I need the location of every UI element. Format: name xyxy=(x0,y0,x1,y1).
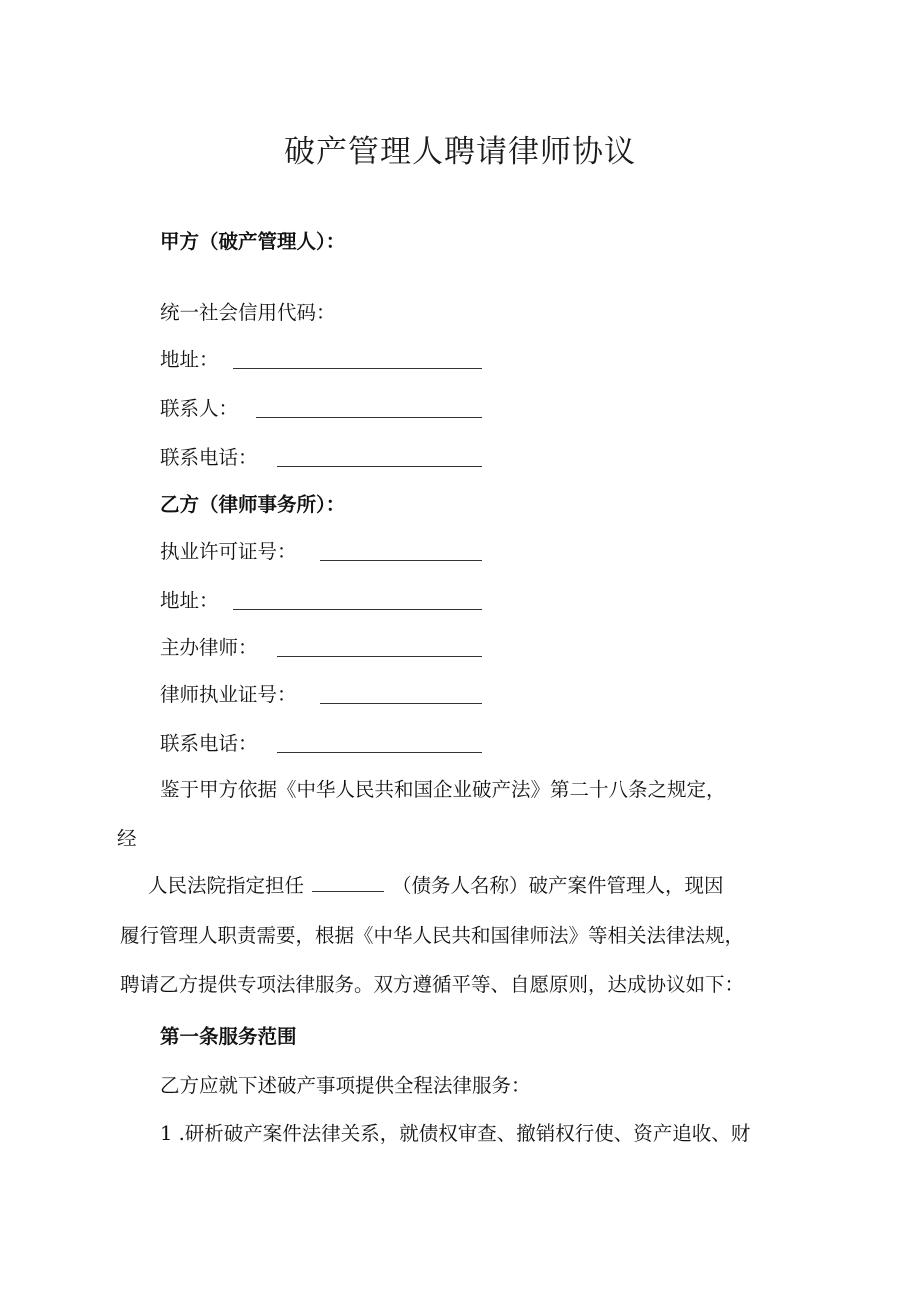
party-b-address-label: 地址： xyxy=(160,589,219,612)
party-a-phone-field xyxy=(160,444,490,472)
preamble-line-3-start: 人民法院指定担任 xyxy=(148,874,305,897)
party-a-contact-label: 联系人： xyxy=(160,397,239,420)
article-1-heading: 第一条服务范围 xyxy=(160,1025,297,1048)
party-a-credit-code-label: 统一社会信用代码： xyxy=(160,301,336,324)
party-b-lead-lawyer-field xyxy=(160,634,490,662)
article-1-intro: 乙方应就下述破产事项提供全程法律服务： xyxy=(160,1074,531,1097)
party-b-heading: 乙方（律师事务所）： xyxy=(160,493,346,516)
party-b-address-blank[interactable] xyxy=(233,609,482,610)
party-b-lawyer-cert-label: 律师执业证号： xyxy=(160,683,297,706)
party-b-address-field xyxy=(160,587,490,615)
party-b-phone-blank[interactable] xyxy=(277,752,482,753)
party-b-phone-label: 联系电话： xyxy=(160,732,258,755)
party-a-address-field xyxy=(160,346,490,374)
party-b-license-label: 执业许可证号： xyxy=(160,540,297,563)
party-a-phone-blank[interactable] xyxy=(277,466,482,467)
party-b-lawyer-cert-field xyxy=(160,681,490,709)
party-a-address-label: 地址： xyxy=(160,348,219,371)
party-b-lead-lawyer-label: 主办律师： xyxy=(160,636,258,659)
party-b-lead-lawyer-blank[interactable] xyxy=(277,656,482,657)
article-1-item-1: 1 .研析破产案件法律关系，就债权审查、撤销权行使、资产追收、财 xyxy=(160,1122,751,1145)
preamble-line-3 xyxy=(148,872,724,900)
party-b-phone-field xyxy=(160,730,490,758)
party-b-license-blank[interactable] xyxy=(320,560,482,561)
party-a-phone-label: 联系电话： xyxy=(160,446,258,469)
preamble-line-2: 经 xyxy=(117,827,137,850)
party-b-license-field xyxy=(160,538,490,566)
party-a-address-blank[interactable] xyxy=(233,368,482,369)
document-title: 破产管理人聘请律师协议 xyxy=(284,134,636,170)
party-a-contact-blank[interactable] xyxy=(256,417,482,418)
preamble-line-1: 鉴于甲方依据《中华人民共和国企业破产法》第二十八条之规定， xyxy=(160,778,726,801)
preamble-line-5: 聘请乙方提供专项法律服务。双方遵循平等、自愿原则，达成协议如下： xyxy=(120,973,745,996)
party-b-lawyer-cert-blank[interactable] xyxy=(320,703,482,704)
party-a-contact-field xyxy=(160,395,490,423)
party-a-heading: 甲方（破产管理人）： xyxy=(160,230,346,253)
debtor-name-blank[interactable] xyxy=(312,875,384,892)
preamble-line-3-end: （债务人名称）破产案件管理人，现因 xyxy=(392,874,724,897)
preamble-line-4: 履行管理人职责需要，根据《中华人民共和国律师法》等相关法律法规， xyxy=(120,924,745,947)
